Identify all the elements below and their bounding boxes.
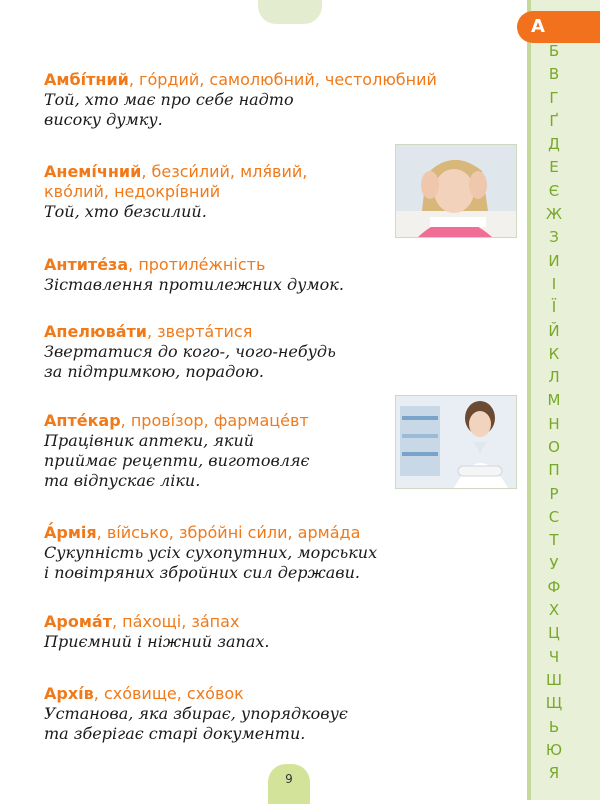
dictionary-entry bbox=[44, 612, 404, 652]
alphabet-letter[interactable]: Н bbox=[548, 414, 560, 433]
entry-definition-line: Звертатися до кого-, чого-небудь bbox=[44, 342, 336, 361]
entry-term bbox=[44, 255, 404, 275]
entry-definition-line: Працівник аптеки, який bbox=[44, 431, 255, 450]
entry-headword: Арома́т bbox=[44, 612, 112, 631]
alphabet-letter[interactable]: Ш bbox=[545, 671, 563, 690]
alphabet-letter[interactable]: Г bbox=[549, 88, 559, 107]
entry-term bbox=[44, 322, 404, 342]
alphabet-letter[interactable]: Ь bbox=[548, 717, 560, 736]
dictionary-entry bbox=[44, 322, 404, 382]
alphabet-letter[interactable]: Б bbox=[548, 42, 560, 60]
entry-definition-line: приймає рецепти, виготовляє bbox=[44, 451, 310, 470]
alphabet-letter[interactable]: Є bbox=[548, 181, 560, 200]
top-decor-tab bbox=[258, 0, 322, 24]
entry-synonyms: , ві́йсько, збро́йні си́ли, арма́да bbox=[96, 523, 361, 542]
entry-definition-line: Той, хто безсилий. bbox=[44, 202, 207, 221]
alphabet-letter[interactable]: Ґ bbox=[549, 111, 559, 130]
alphabet-letter[interactable]: Ж bbox=[545, 205, 563, 224]
entry-definition-line: та відпускає ліки. bbox=[44, 471, 201, 490]
pharmacist-illustration bbox=[396, 396, 516, 488]
entry-synonyms: , па́хощі, за́пах bbox=[111, 612, 240, 631]
tired-child-photo bbox=[395, 144, 517, 238]
alphabet-index bbox=[531, 40, 577, 786]
entry-term bbox=[44, 523, 404, 543]
alphabet-letter[interactable]: Л bbox=[548, 368, 560, 387]
alphabet-letter[interactable]: Я bbox=[548, 764, 560, 783]
pharmacist-photo bbox=[395, 395, 517, 489]
alphabet-letter[interactable]: І bbox=[551, 274, 557, 293]
entry-definition-line: Приємний і ніжний запах. bbox=[44, 632, 270, 651]
entry-synonyms: , схо́вище, схо́вок bbox=[93, 684, 244, 703]
entry-synonyms: , го́рдий, самолюбний, честолюбний bbox=[128, 70, 437, 89]
alphabet-letter[interactable]: У bbox=[549, 554, 559, 573]
entry-headword: Анемі́чний bbox=[44, 162, 142, 181]
entry-synonyms-continued: кво́лий, недокрі́вний bbox=[44, 182, 221, 201]
alphabet-letter[interactable]: Р bbox=[549, 484, 559, 503]
page-number: 9 bbox=[285, 772, 293, 786]
entry-headword: Архі́в bbox=[44, 684, 94, 703]
entry-term bbox=[44, 612, 404, 632]
dictionary-entry bbox=[44, 70, 437, 130]
entry-term bbox=[44, 684, 404, 704]
dictionary-entry bbox=[44, 684, 404, 744]
alphabet-letter[interactable]: П bbox=[548, 461, 560, 480]
alphabet-letter[interactable]: И bbox=[548, 251, 560, 270]
entry-term bbox=[44, 411, 404, 431]
entry-term bbox=[44, 162, 404, 182]
entry-definition-line: за підтримкою, порадою. bbox=[44, 362, 265, 381]
alphabet-letter[interactable]: З bbox=[549, 228, 559, 247]
dictionary-entry bbox=[44, 523, 404, 583]
entry-definition-line: Той, хто має про себе надто bbox=[44, 90, 294, 109]
alphabet-letter[interactable]: Е bbox=[549, 158, 559, 177]
alphabet-letter[interactable]: Ф bbox=[547, 577, 561, 596]
alphabet-letter[interactable]: Й bbox=[548, 321, 560, 340]
entry-definition-line: Установа, яка збирає, упорядковує bbox=[44, 704, 348, 723]
entry-synonyms: , протиле́жність bbox=[128, 255, 266, 274]
entry-definition-line: та зберігає старі документи. bbox=[44, 724, 306, 743]
entry-headword: Апелюва́ти bbox=[44, 322, 147, 341]
alphabet-letter[interactable]: К bbox=[548, 344, 560, 363]
alphabet-letter[interactable]: Ї bbox=[551, 298, 557, 317]
dictionary-entry bbox=[44, 411, 404, 491]
entry-definition-line: і повітряних збройних сил держави. bbox=[44, 563, 360, 582]
alphabet-letter[interactable]: М bbox=[547, 391, 561, 410]
alphabet-letter[interactable]: В bbox=[548, 65, 560, 84]
active-letter-tab[interactable]: А bbox=[517, 11, 600, 43]
alphabet-letter[interactable]: Ю bbox=[545, 740, 563, 759]
entry-synonyms: , зверта́тися bbox=[146, 322, 253, 341]
tired-child-illustration bbox=[396, 145, 516, 237]
entry-headword: Апте́кар bbox=[44, 411, 121, 430]
alphabet-letter[interactable]: Ц bbox=[548, 624, 560, 643]
entry-synonyms: , прові́зор, фармаце́вт bbox=[120, 411, 309, 430]
alphabet-letter[interactable]: Д bbox=[548, 135, 560, 154]
dictionary-entry bbox=[44, 255, 404, 295]
entry-synonyms: , безси́лий, мля́вий, bbox=[141, 162, 308, 181]
entry-headword: А́рмія bbox=[44, 523, 97, 542]
entry-definition-line: Зіставлення протилежних думок. bbox=[44, 275, 344, 294]
entry-headword: Амбі́тний bbox=[44, 70, 129, 89]
entry-term bbox=[44, 70, 437, 90]
entry-headword: Антите́за bbox=[44, 255, 129, 274]
alphabet-letter[interactable]: Щ bbox=[545, 694, 563, 713]
dictionary-entry bbox=[44, 162, 404, 222]
alphabet-letter[interactable]: С bbox=[548, 507, 560, 526]
alphabet-letter[interactable]: Т bbox=[549, 531, 559, 550]
alphabet-letter[interactable]: Ч bbox=[548, 647, 560, 666]
alphabet-letter[interactable]: О bbox=[548, 438, 560, 457]
entry-definition-line: високу думку. bbox=[44, 110, 163, 129]
entry-definition-line: Сукупність усіх сухопутних, морських bbox=[44, 543, 378, 562]
alphabet-letter[interactable]: Х bbox=[548, 601, 560, 620]
